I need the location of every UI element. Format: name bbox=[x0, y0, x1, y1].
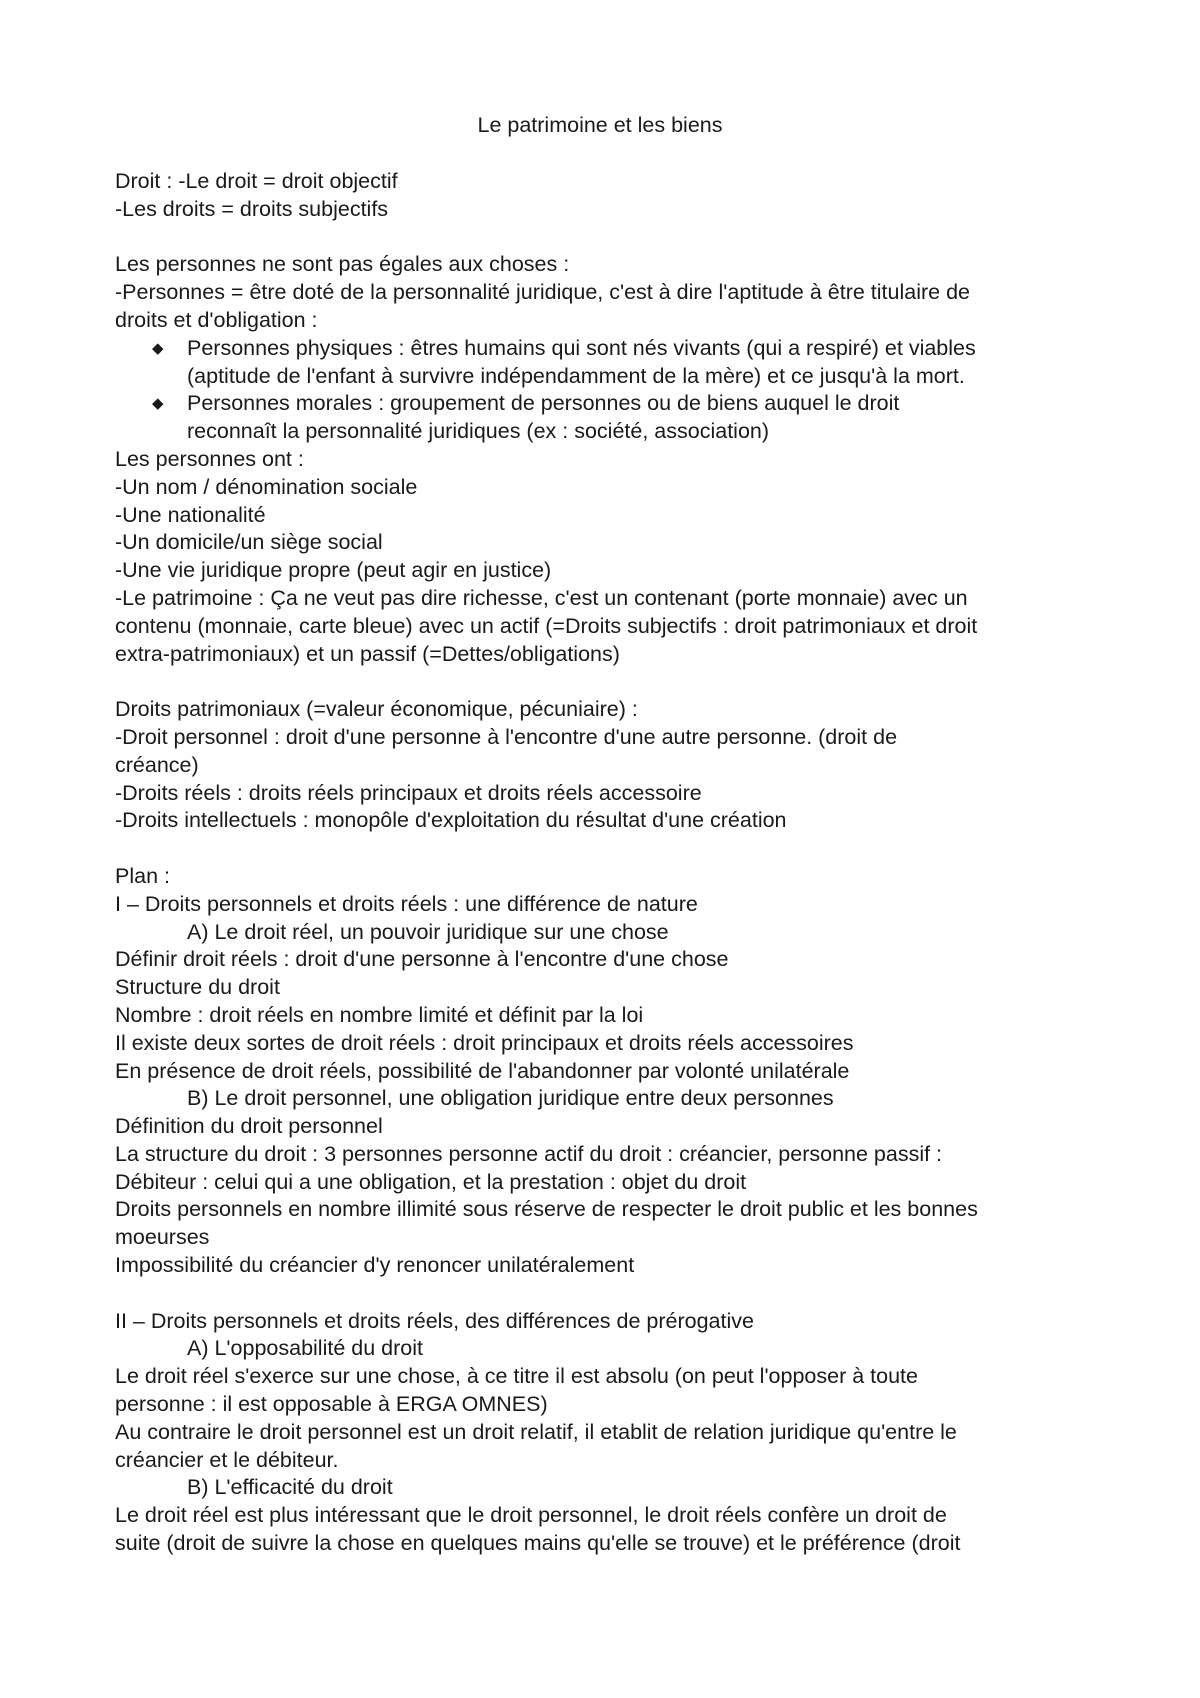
blank-line bbox=[115, 835, 1105, 863]
text-line: créancier et le débiteur. bbox=[115, 1447, 339, 1472]
text-line: Nombre : droit réels en nombre limité et définit par la loi bbox=[115, 1002, 644, 1027]
document-body bbox=[115, 168, 1105, 1558]
text-line: Le droit réel s'exerce sur une chose, à ce titre il est absolu (on peut l'opposer à toute bbox=[115, 1364, 918, 1389]
subsection-heading: A) Le droit réel, un pouvoir juridique sur une chose bbox=[187, 919, 669, 944]
text-line: créance) bbox=[115, 752, 199, 777]
text-line: -Un nom / dénomination sociale bbox=[115, 474, 418, 499]
text-line: La structure du droit : 3 personnes personne actif du droit : créancier, personne passif : bbox=[115, 1141, 943, 1166]
text-line: suite (droit de suivre la chose en quelques mains qu'elle se trouve) et le préférence (droit bbox=[115, 1531, 961, 1556]
text-line: extra-patrimoniaux) et un passif (=Dettes/obligations) bbox=[115, 641, 620, 666]
text-line: (aptitude de l'enfant à survivre indépendamment de la mère) et ce jusqu'à la mort. bbox=[187, 363, 965, 388]
text-line: Structure du droit bbox=[115, 975, 280, 1000]
text-line: -Droits réels : droits réels principaux et droits réels accessoire bbox=[115, 780, 702, 805]
text-line: En présence de droit réels, possibilité de l'abandonner par volonté unilatérale bbox=[115, 1058, 850, 1083]
blank-line bbox=[115, 224, 1105, 252]
text-line: -Une vie juridique propre (peut agir en justice) bbox=[115, 558, 552, 583]
text-line: -Les droits = droits subjectifs bbox=[115, 196, 389, 221]
subsection-heading: B) L'efficacité du droit bbox=[187, 1475, 393, 1500]
text-line: Impossibilité du créancier d'y renoncer unilatéralement bbox=[115, 1253, 635, 1278]
bullet-text: Personnes physiques : êtres humains qui sont nés vivants (qui a respiré) et viables bbox=[187, 335, 976, 360]
text-line: -Un domicile/un siège social bbox=[115, 530, 383, 555]
bullet-item bbox=[115, 335, 1105, 363]
document-title: Le patrimoine et les biens bbox=[477, 113, 723, 137]
text-line: Il existe deux sortes de droit réels : droit principaux et droits réels accessoires bbox=[115, 1030, 854, 1055]
subsection-heading: A) L'opposabilité du droit bbox=[187, 1336, 423, 1361]
text-line: Droits personnels en nombre illimité sous réserve de respecter le droit public et les bonnes bbox=[115, 1197, 978, 1222]
bullet-text: Personnes morales : groupement de personnes ou de biens auquel le droit bbox=[187, 391, 900, 416]
text-line: -Une nationalité bbox=[115, 502, 266, 527]
text-line: Définition du droit personnel bbox=[115, 1114, 383, 1139]
text-line: personne : il est opposable à ERGA OMNES) bbox=[115, 1392, 548, 1417]
blank-line bbox=[115, 1280, 1105, 1308]
section-heading: II – Droits personnels et droits réels, des différences de prérogative bbox=[115, 1308, 754, 1333]
text-line: -Personnes = être doté de la personnalité juridique, c'est à dire l'aptitude à être titulaire de bbox=[115, 280, 970, 305]
section-heading: I – Droits personnels et droits réels : une différence de nature bbox=[115, 891, 698, 916]
text-line: Au contraire le droit personnel est un droit relatif, il etablit de relation juridique qu'entre le bbox=[115, 1419, 957, 1444]
diamond-bullet-icon: ◆ bbox=[152, 339, 164, 357]
text-line: -Droits intellectuels : monopôle d'exploitation du résultat d'une création bbox=[115, 808, 787, 833]
text-line: contenu (monnaie, carte bleue) avec un actif (=Droits subjectifs : droit patrimoniaux et droit bbox=[115, 613, 978, 638]
text-line: Définir droit réels : droit d'une personne à l'encontre d'une chose bbox=[115, 947, 729, 972]
text-line: -Droit personnel : droit d'une personne à l'encontre d'une autre personne. (droit de bbox=[115, 724, 898, 749]
text-line: Débiteur : celui qui a une obligation, et la prestation : objet du droit bbox=[115, 1169, 747, 1194]
bullet-item bbox=[115, 390, 1105, 418]
diamond-bullet-icon: ◆ bbox=[152, 395, 164, 413]
text-line: Les personnes ne sont pas égales aux choses : bbox=[115, 252, 570, 277]
subsection-heading: B) Le droit personnel, une obligation juridique entre deux personnes bbox=[187, 1086, 834, 1111]
text-line: Droit : -Le droit = droit objectif bbox=[115, 169, 398, 193]
text-line: moeurses bbox=[115, 1225, 210, 1250]
text-line: Plan : bbox=[115, 863, 170, 888]
text-line: droits et d'obligation : bbox=[115, 307, 318, 332]
text-line: Droits patrimoniaux (=valeur économique, pécuniaire) : bbox=[115, 697, 638, 722]
text-line: reconnaît la personnalité juridiques (ex : société, association) bbox=[187, 419, 770, 444]
text-line: -Le patrimoine : Ça ne veut pas dire richesse, c'est un contenant (porte monnaie) avec un bbox=[115, 585, 968, 610]
blank-line bbox=[115, 668, 1105, 696]
text-line: Les personnes ont : bbox=[115, 446, 304, 471]
text-line: Le droit réel est plus intéressant que le droit personnel, le droit réels confère un droit de bbox=[115, 1503, 947, 1528]
